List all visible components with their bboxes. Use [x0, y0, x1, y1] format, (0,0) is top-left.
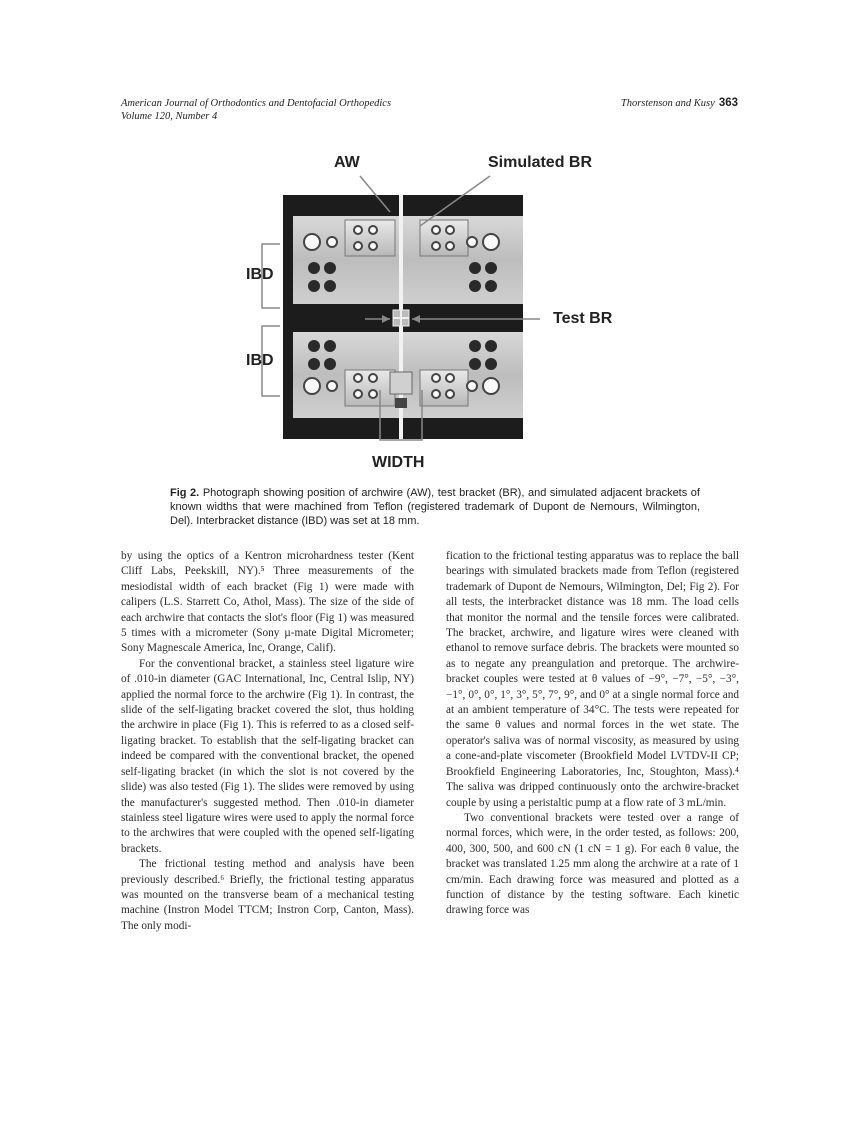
right-paragraph-2: Two conventional brackets were tested over a range of normal forces, which were, in the order tested, as follows: 200, 400, 300, 500, and 600 cN (1 cN = 1 g). For each θ value, the bracket was translated 1.25 mm along the archwire at a rate of 1 cm/min. Each drawing force was measured and plotted as a function of distance by the testing software. Each kinetic drawing force was — [446, 811, 739, 917]
left-column — [121, 549, 414, 934]
label-aw: AW — [334, 154, 360, 171]
label-ibd-top: IBD — [246, 266, 274, 283]
left-paragraph-2: For the conventional bracket, a stainless steel ligature wire of .010-in diameter (GAC International, Inc, Central Islip, NY) applied the normal force to the archwire (Fig 1). In contrast, the slide of the self-ligating bracket covered the slot, thus holding the archwire in place (Fig 1). This is referred to as a closed self-ligating bracket. To establish that the self-ligating bracket can indeed be compared with the conventional bracket, the opened self-ligating bracket (in which the slot is not covered by the slide) was also tested (Fig 1). The slides were removed by using the manufacturer's suggested method. Then .010-in diameter stainless steel ligature wires were used to apply the normal force to the archwires that were coupled with the opened self-ligating brackets. — [121, 657, 414, 855]
page-number: 363 — [718, 97, 738, 109]
label-simulated-br: Simulated BR — [488, 154, 593, 171]
label-ibd-bottom: IBD — [246, 352, 274, 369]
right-paragraph-1: fication to the frictional testing apparatus was to replace the ball bearings with simulated brackets made from Teflon (registered trademark of Dupont de Nemours, Wilmington, Del; Fig 2). For all tests, the interbracket distance was 18 mm. The load cells that monitor the normal and the tensile forces were calibrated. The bracket, archwire, and ligature wires were cleaned with ethanol to remove surface debris. The brackets were mounted so as to negate any preangulation and pretorque. The archwire-bracket couples were tested at θ values of −9°, −7°, −5°, −3°, −1°, 0°, 0°, 1°, 3°, 5°, 7°, 9°, and 0° at a single normal force and at an ambient temperature of 34°C. The tests were repeated for the same θ values and normal forces in the wet state. The operator's saliva was of normal viscosity, as measured by using a cone-and-plate viscometer (Brookfield Model LVTDV-II CP; Brookfield Engineering Laboratories, Inc, Stoughton, Mass).⁴ The saliva was dripped continuously onto the archwire-bracket couple by using a peristaltic pump at a flow rate of 3 mL/min. — [446, 550, 739, 809]
label-test-br: Test BR — [553, 310, 613, 327]
label-width: WIDTH — [372, 454, 425, 471]
journal-volume: Volume 120, Number 4 — [121, 111, 218, 122]
caption-label: Fig 2. — [170, 487, 200, 499]
figure-caption — [170, 486, 700, 528]
header-right — [621, 97, 738, 110]
author-names: Thorstenson and Kusy — [620, 98, 715, 109]
figure-2 — [240, 150, 620, 475]
left-paragraph-3: The frictional testing method and analysis have been previously described.⁶ Briefly, the frictional testing apparatus was mounted on the transverse beam of a mechanical testing machine (Instron Model TTCM; Instron Corp, Canton, Mass). The only modi- — [121, 858, 414, 932]
left-paragraph-1: by using the optics of a Kentron microhardness tester (Kent Cliff Labs, Peekskill, NY).⁵ Three measurements of the mesiodistal width of each bracket (Fig 1) were made with calipers (L.S. Starrett Co, Athol, Mass). The size of the side of each archwire that contacts the slot's floor (Fig 1) was measured 5 times with a micrometer (Sony µ-mate Digital Micrometer; Sony Magnescale America, Inc, Orange, Calif). — [121, 550, 414, 655]
right-column — [446, 549, 739, 919]
journal-title: American Journal of Orthodontics and Dentofacial Orthopedics — [121, 98, 392, 109]
caption-text: Photograph showing position of archwire (AW), test bracket (BR), and simulated adjacent brackets of known widths that were machined from Teflon (registered trademark of Dupont de Nemours, Wilmington, Del). Interbracket distance (IBD) was set at 18 mm. — [170, 487, 700, 527]
